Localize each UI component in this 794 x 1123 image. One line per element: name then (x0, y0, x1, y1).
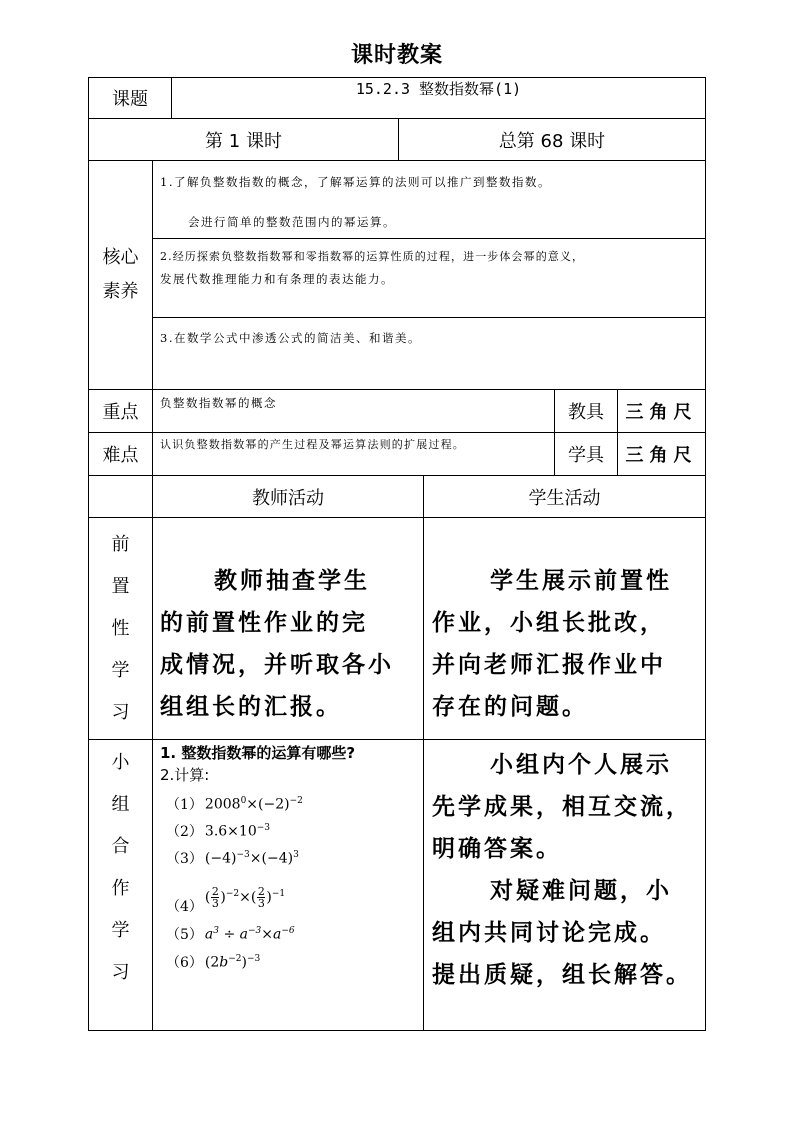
teaching-aids-label: 教具 (568, 402, 604, 423)
lesson-number: 第 1 课时 (205, 130, 282, 152)
pre-study-label: 前 置 性 学 习 (111, 533, 130, 723)
group-study-student: 小组内个人展示 先学成果，相互交流， 明确答案。 对疑难问题，小 组内共同讨论完成。 提出质疑，组长解答。 (432, 751, 692, 988)
pre-study-student: 学生展示前置性 作业，小组长批改， 并向老师汇报作业中 存在的问题。 (432, 567, 672, 720)
student-activity-header: 学生活动 (528, 487, 601, 509)
topic-value: 15.2.3 整数指数幂(1) (355, 79, 522, 98)
difficulty-label: 难点 (102, 445, 139, 466)
question-2: 2.计算: (160, 765, 210, 784)
exercise-1: （1） $2008^0\times(-2)^{-2}$ (166, 795, 303, 813)
exercise-3: （3） $(-4)^{-3}\times(-4)^3$ (166, 849, 299, 867)
core-literacy-label: 核心 素养 (102, 247, 139, 302)
difficulty-value: 认识负整数指数幂的产生过程及幂运算法则的扩展过程。 (160, 438, 465, 451)
teacher-activity-header: 教师活动 (252, 487, 324, 509)
key-point-value: 负整数指数幂的概念 (160, 396, 277, 410)
exercise-5: （5） $a^3 \div a^{-3}\times a^{-6}$ (166, 925, 295, 943)
exercise-6: （6） $(2b^{-2})^{-3}$ (166, 953, 261, 971)
teaching-aids-value: 三角尺 (625, 402, 698, 423)
group-study-label: 小 组 合 作 学 习 (111, 752, 130, 983)
core-goal-2b: 发展代数推理能力和有条理的表达能力。 (160, 272, 394, 286)
key-point-label: 重点 (102, 402, 139, 423)
core-goal-1: 1.了解负整数指数的概念，了解幂运算的法则可以推广到整数指数。 (160, 175, 551, 189)
learning-aids-value: 三角尺 (625, 445, 698, 466)
core-goal-1b: 会进行简单的整数范围内的幂运算。 (188, 215, 396, 229)
question-1: 1. 整数指数幂的运算有哪些? (160, 743, 356, 762)
core-goal-3: 3.在数学公式中渗透公式的简洁美、和谐美。 (160, 331, 421, 345)
core-goal-2: 2.经历探索负整数指数幂和零指数幂的运算性质的过程，进一步体会幂的意义， (160, 250, 585, 263)
total-lessons: 总第 68 课时 (498, 130, 606, 152)
page-title: 课时教案 (350, 43, 443, 68)
exercise-4: （4） ( $\frac{2}{3}$ )$^{-2}$×( $\frac{2}{3}$ )$^{-1}$ (166, 884, 286, 915)
exercise-2: （2） $3.6\times 10^{-3}$ (166, 822, 271, 840)
learning-aids-label: 学具 (568, 445, 604, 466)
topic-label: 课题 (112, 89, 148, 110)
pre-study-teacher: 教师抽查学生 的前置性作业的完 成情况，并听取各小 组组长的汇报。 (160, 567, 394, 720)
